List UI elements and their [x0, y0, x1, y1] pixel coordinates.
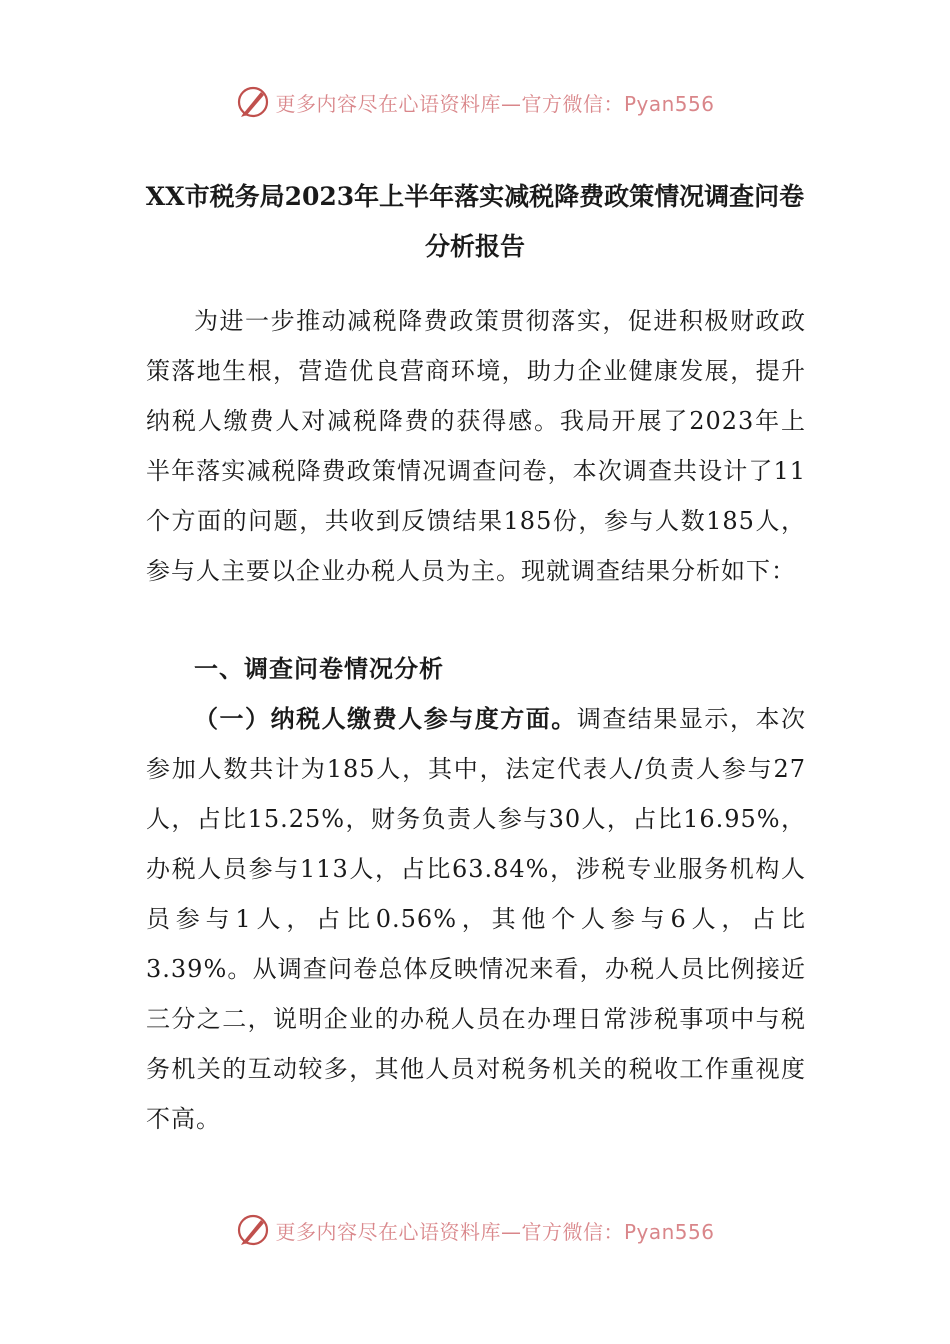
section-heading: 一、调查问卷情况分析 — [194, 655, 444, 683]
pen-logo-icon — [235, 84, 271, 120]
subsection-lead: （一）纳税人缴费人参与度方面。 — [194, 705, 577, 733]
footer-banner — [0, 1208, 950, 1252]
document-title-line1: XX市税务局2023年上半年落实减税降费政策情况调查问卷 — [145, 182, 805, 211]
intro-paragraph: 为进一步推动减税降费政策贯彻落实，促进积极财政政策落地生根，营造优良营商环境，助力企业健康发展，提升纳税人缴费人对减税降费的获得感。我局开展了2023年上半年落实减税降费政策情况调查问卷，本次调查共设计了11个方面的问题，共收到反馈结果185份，参与人数185人，参与人主要以企业办税人员为主。现就调查结果分析如下： — [146, 307, 806, 585]
footer-banner-text: 更多内容尽在心语资料库—官方微信：Pyan556 — [275, 1219, 715, 1244]
header-banner — [0, 80, 950, 124]
subsection-paragraph — [146, 694, 806, 1144]
header-banner-text: 更多内容尽在心语资料库—官方微信：Pyan556 — [275, 91, 715, 116]
subsection-body: 调查结果显示，本次参加人数共计为185人，其中，法定代表人/负责人参与27人，占比15.25%，财务负责人参与30人，占比16.95%，办税人员参与113人，占比63.84%，涉税专业服务机构人员参与1人，占比0.56%，其他个人参与6人，占比3.39%。从调查问卷总体反映情况来看，办税人员比例接近三分之二，说明企业的办税人员在办理日常涉税事项中与税务机关的互动较多，其他人员对税务机关的税收工作重视度不高。 — [146, 705, 807, 1133]
pen-logo-icon — [235, 1212, 271, 1248]
document-title-line2: 分析报告 — [424, 232, 525, 261]
